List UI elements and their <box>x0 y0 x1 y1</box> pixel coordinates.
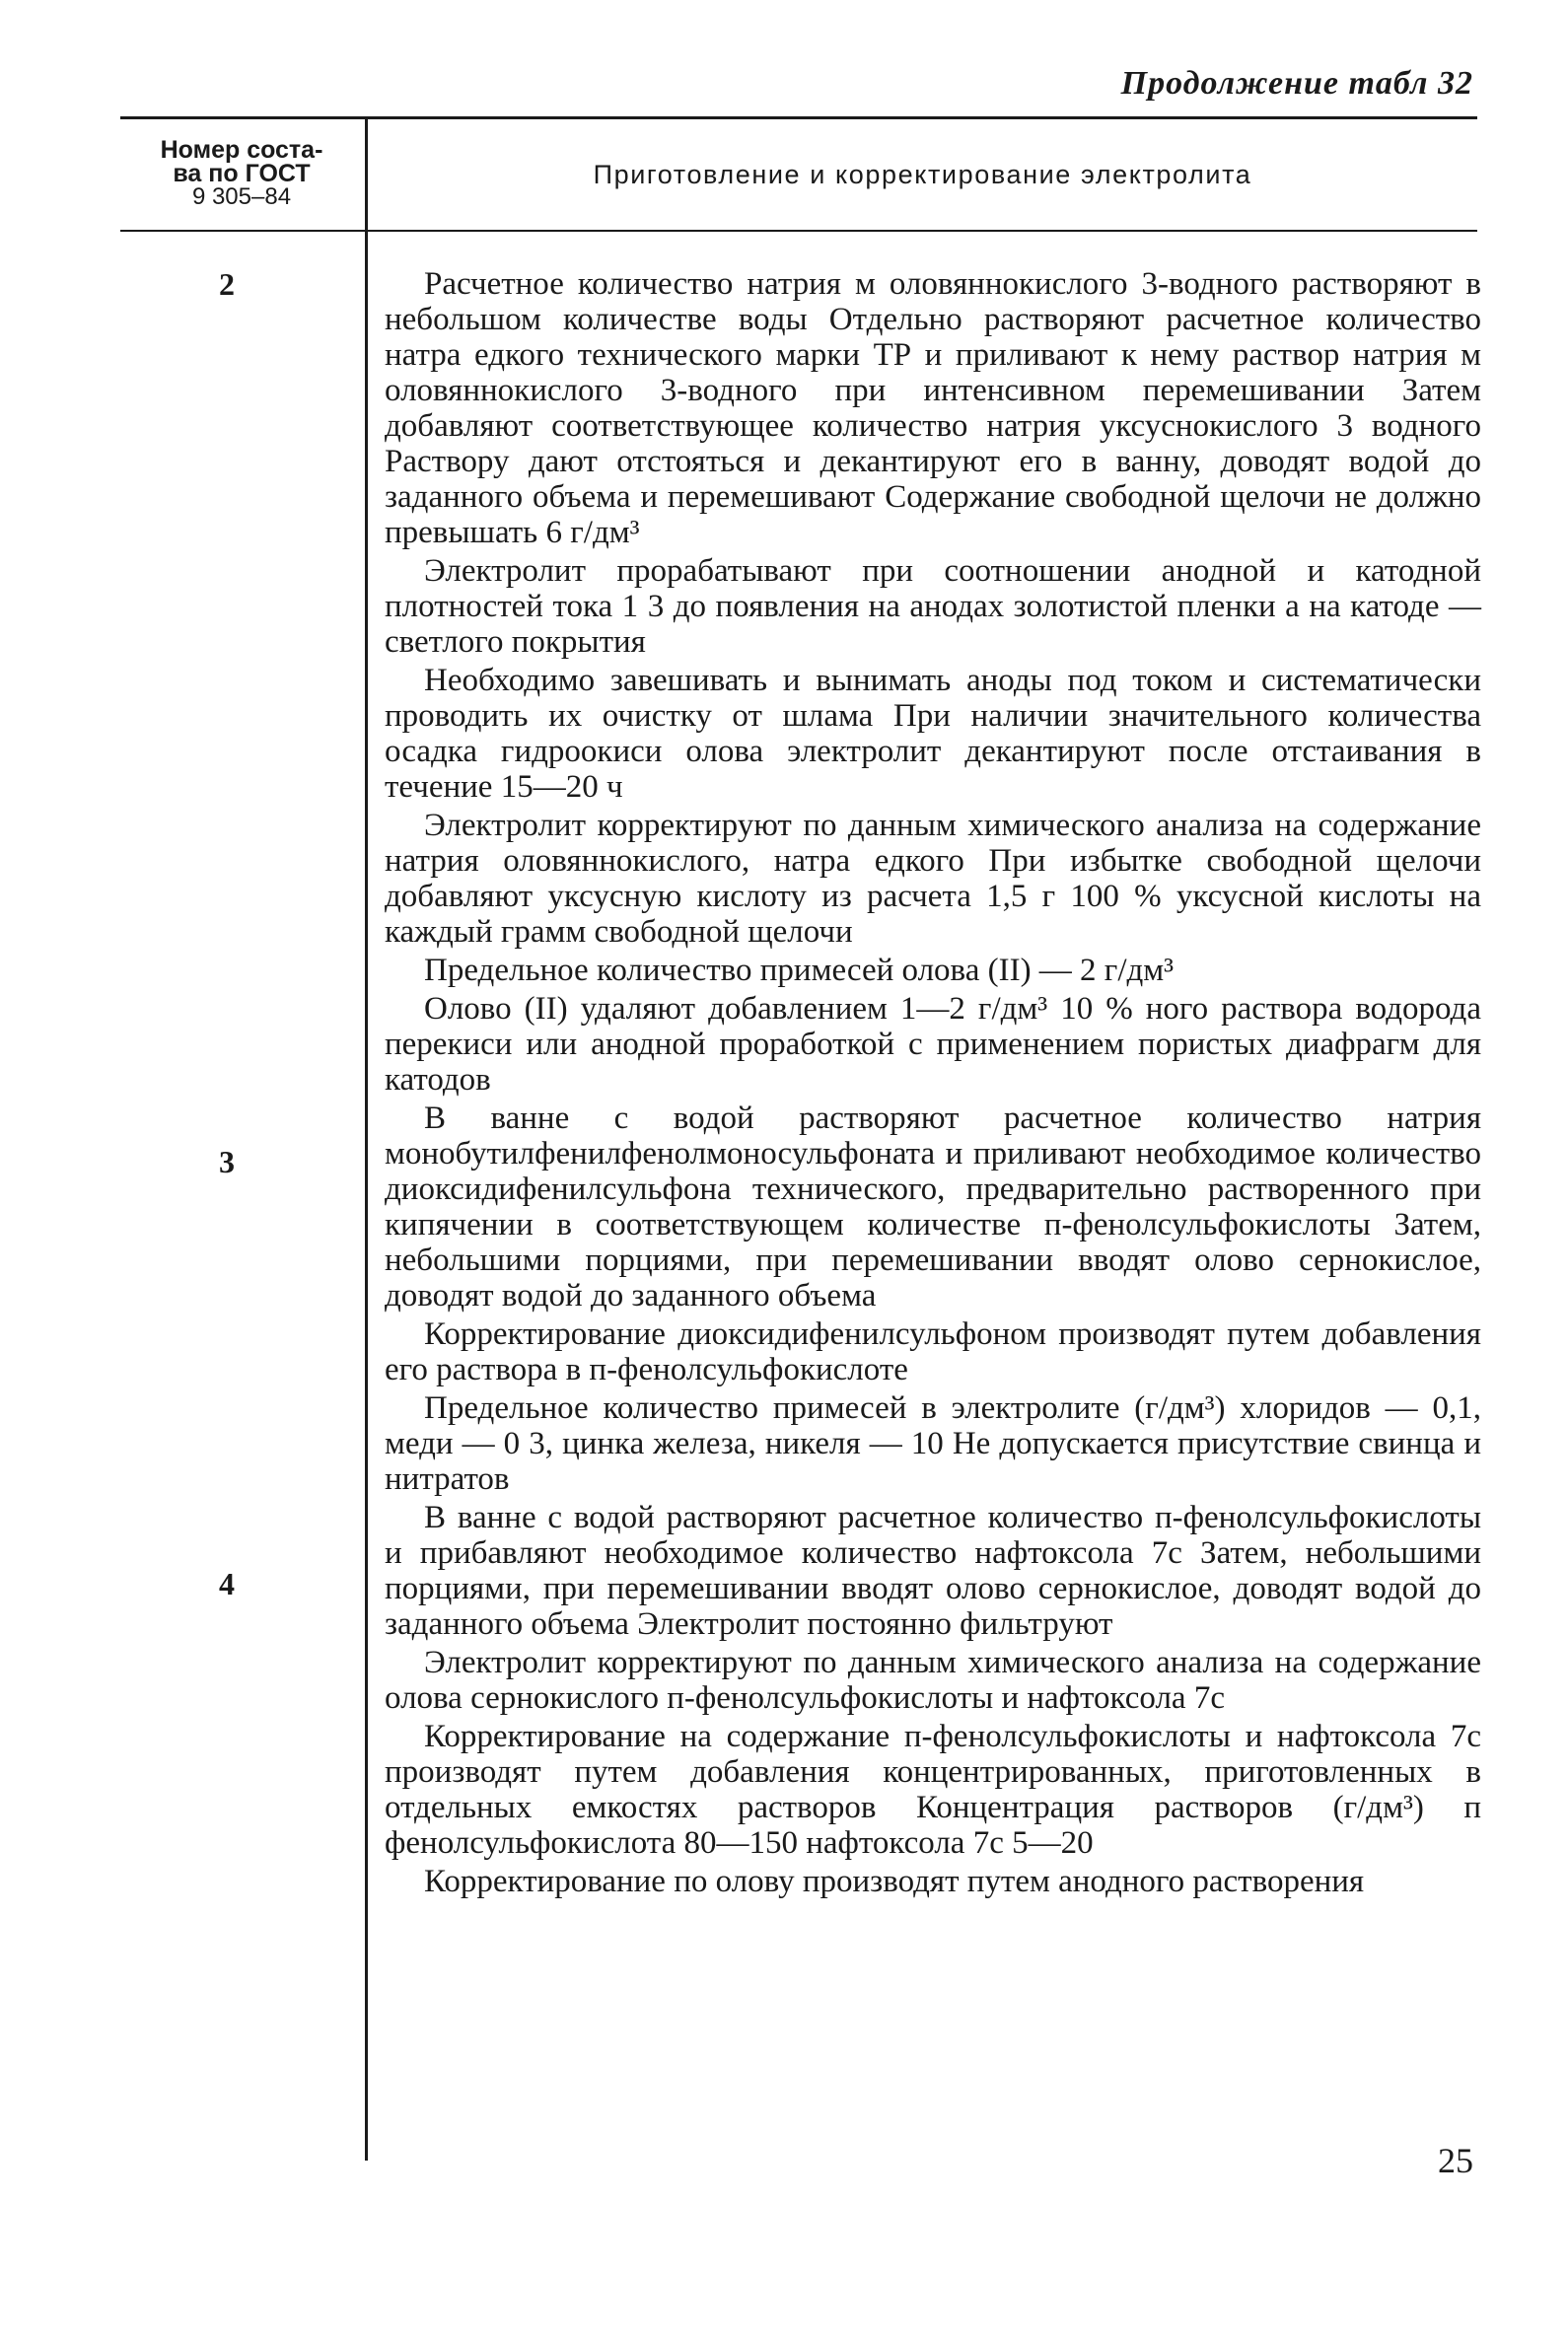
table-column-divider <box>365 119 368 2161</box>
table-body-text <box>385 266 1481 1902</box>
table-header-rule <box>120 230 1477 232</box>
row-number: 2 <box>219 266 235 302</box>
column-header-line: Номер соста- <box>160 136 323 164</box>
paragraph: Предельное количество примесей олова (II) — 2 г/дм³ <box>424 953 1175 988</box>
paragraph: Расчетное количество натрия м оловяннокислого 3-водного растворяют в небольшом количестве воды Отдельно растворяют расчетное количество натра едкого технического марки ТР и приливают к нему раствор натрия м оловяннокислого 3-водного при интенсивном перемешивании Затем добавляют соответствующее количество натрия уксуснокислого 3 водного Раствору дают отстояться и декантируют его в ванну, доводят водой до заданного объема и перемешивают Содержание свободной щелочи не должно превышать 6 г/дм³ <box>385 266 1481 550</box>
table-continuation-label: Продолжение табл 32 <box>1120 65 1473 102</box>
paragraph: Электролит корректируют по данным химического анализа на содержание олова сернокислого п-фенолсульфокислоты и нафтоксола 7с <box>385 1645 1481 1716</box>
paragraph: В ванне с водой растворяют расчетное количество п-фенолсульфокислоты и прибавляют необходимое количество нафтоксола 7с Затем, небольшими порциями, при перемешивании вводят олово сернокислое, доводят водой до заданного объема Электролит постоянно фильтруют <box>385 1500 1481 1642</box>
column-header-line: ва по ГОСТ <box>173 160 311 187</box>
paragraph: Необходимо завешивать и вынимать аноды под током и систематически проводить их очистку от шлама При наличии значительного количества осадка гидроокиси олова электролит декантируют после отстаивания в течение 15—20 ч <box>385 663 1481 805</box>
column-header-preparation: Приготовление и корректирование электролита <box>593 160 1252 189</box>
column-header-composition-number <box>120 138 363 209</box>
column-header-line: 9 305–84 <box>191 183 292 210</box>
paragraph: Корректирование по олову производят путем анодного растворения <box>424 1864 1365 1899</box>
paragraph: Электролит корректируют по данным химического анализа на содержание натрия оловяннокислого, натра едкого При избытке свободной щелочи добавляют уксусную кислоту из расчета 1,5 г 100 % уксусной кислоты на каждый грамм свободной щелочи <box>385 808 1481 950</box>
paragraph: Предельное количество примесей в электролите (г/дм³) хлоридов — 0,1, меди — 0 3, цинка железа, никеля — 10 Не допускается присутствие свинца и нитратов <box>385 1390 1481 1497</box>
row-number: 3 <box>219 1144 235 1179</box>
paragraph: В ванне с водой растворяют расчетное количество натрия монобутилфенилфенолмоносульфоната и приливают необходимое количество диоксидифенилсульфона технического, предварительно растворенного при кипячении в соответствующем количестве п-фенолсульфокислоты Затем, небольшими порциями, при перемешивании вводят олово сернокислое, доводят водой до заданного объема <box>385 1100 1481 1314</box>
table-top-rule <box>120 116 1477 119</box>
paragraph: Электролит прорабатывают при соотношении анодной и катодной плотностей тока 1 3 до появления на анодах золотистой пленки а на катоде — светлого покрытия <box>385 553 1481 660</box>
paragraph: Корректирование диоксидифенилсульфоном производят путем добавления его раствора в п-фенолсульфокислоте <box>385 1316 1481 1387</box>
page-number: 25 <box>1438 2141 1473 2180</box>
row-number: 4 <box>219 1566 235 1601</box>
paragraph: Корректирование на содержание п-фенолсульфокислоты и нафтоксола 7с производят путем добавления концентрированных, приготовленных в отдельных емкостях растворов Концентрация растворов (г/дм³) п фенолсульфокислота 80—150 нафтоксола 7с 5—20 <box>385 1719 1481 1861</box>
paragraph: Олово (II) удаляют добавлением 1—2 г/дм³ 10 % ного раствора водорода перекиси или анодной проработкой с применением пористых диафрагм для катодов <box>385 991 1481 1098</box>
